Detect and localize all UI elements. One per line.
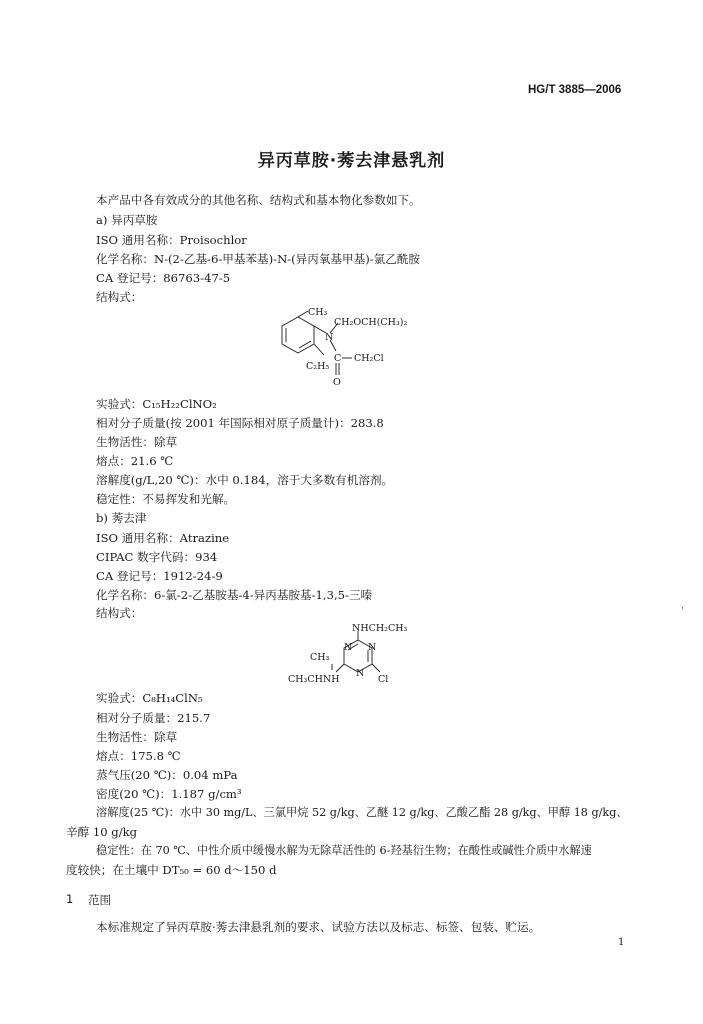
propisochlor-solubility: 溶解度(g/L,20 ℃)：水中 0.184，溶于大多数有机溶剂。 [96,473,394,487]
ch3-label: CH₃ [308,307,328,318]
cl-label: Cl [378,674,389,685]
ring-n-label: N [356,668,365,679]
atrazine-heading: b) 莠去津 [96,511,147,525]
benzene-ring [282,317,314,353]
atrazine-cipac: CIPAC 数字代码：934 [96,550,218,564]
atrazine-molecular-weight: 相对分子质量：215.7 [96,711,211,725]
section-title: 范围 [88,893,111,907]
chnh-bond [336,664,344,672]
section-number: 1 [66,892,74,906]
n-label: N [325,332,334,343]
oxygen-label: O [333,377,341,388]
scope-text: 本标准规定了异丙草胺·莠去津悬乳剂的要求、试验方法以及标志、标签、包装、贮运。 [96,920,541,934]
atrazine-melting-point: 熔点：175.8 ℃ [96,749,181,763]
document-title: 异丙草胺·莠去津悬乳剂 [257,151,446,171]
atrazine-vapor-pressure: 蒸气压(20 ℃)：0.04 mPa [96,768,238,782]
ethyl-label: C₂H₅ [306,361,330,372]
ch2cl-label: CH₂Cl [354,353,384,364]
atrazine-chemical-name: 化学名称：6-氯-2-乙基胺基-4-异丙基胺基-1,3,5-三嗪 [96,588,373,602]
propisochlor-activity: 生物活性：除草 [96,435,178,449]
ch3-label: CH₃ [310,652,330,663]
propisochlor-iso-name: ISO 通用名称：Proisochlor [96,233,247,247]
ch3chnh-label: CH₃CHNH [288,674,340,685]
atrazine-activity: 生物活性：除草 [96,730,178,744]
intro-text: 本产品中各有效成分的其他名称、结构式和基本物化参数如下。 [96,193,421,207]
atrazine-structure [288,620,428,688]
atrazine-density: 密度(20 ℃)：1.187 g/cm³ [96,787,242,801]
atrazine-stability-line2: 度较快；在土壤中 DT₅₀ = 60 d～150 d [66,863,277,877]
propisochlor-structure [270,303,430,388]
ring-n-label: N [368,642,377,653]
propisochlor-molecular-weight: 相对分子质量(按 2001 年国际相对原子质量计)：283.8 [96,416,384,430]
cl-bond [372,664,380,672]
propisochlor-heading: a) 异丙草胺 [96,213,158,227]
atrazine-stability-line1: 稳定性：在 70 ℃、中性介质中缓慢水解为无除草活性的 6-羟基衍生物；在酸性或碱性介质中水解速 [96,844,592,857]
atrazine-structure-label: 结构式： [96,606,143,620]
page-number: 1 [618,937,625,948]
atrazine-solubility-line1: 溶解度(25 ℃)：水中 30 mg/L、三氯甲烷 52 g/kg、乙醚 12 g/kg、乙酸乙酯 28 g/kg、甲醇 18 g/kg、 [96,806,628,819]
carbonyl-c-label: C [334,353,342,364]
ring-n-label: N [344,642,353,653]
propisochlor-cas: CA 登记号：86763-47-5 [96,271,231,285]
propisochlor-chemical-name: 化学名称：N-(2-乙基-6-甲基苯基)-N-(异丙氧基甲基)-氯乙酰胺 [96,252,421,266]
standard-number: HG/T 3885—2006 [528,84,622,96]
propisochlor-melting-point: 熔点：21.6 ℃ [96,454,174,468]
nhch2ch3-label: NHCH₂CH₃ [352,623,408,634]
atrazine-cas: CA 登记号：1912-24-9 [96,569,223,583]
propisochlor-stability: 稳定性：不易挥发和光解。 [96,492,236,506]
atrazine-formula: 实验式：C₈H₁₄ClN₅ [96,691,203,705]
ethyl-bond [314,344,324,355]
ch2och-label: CH₂OCH(CH₃)₂ [334,317,408,328]
atrazine-iso-name: ISO 通用名称：Atrazine [96,531,230,545]
margin-mark: ， [681,601,691,611]
methyl-bond [298,311,308,317]
propisochlor-structure-label: 结构式： [96,290,143,304]
atrazine-solubility-line2: 辛醇 10 g/kg [66,825,138,839]
propisochlor-formula: 实验式：C₁₅H₂₂ClNO₂ [96,397,217,411]
